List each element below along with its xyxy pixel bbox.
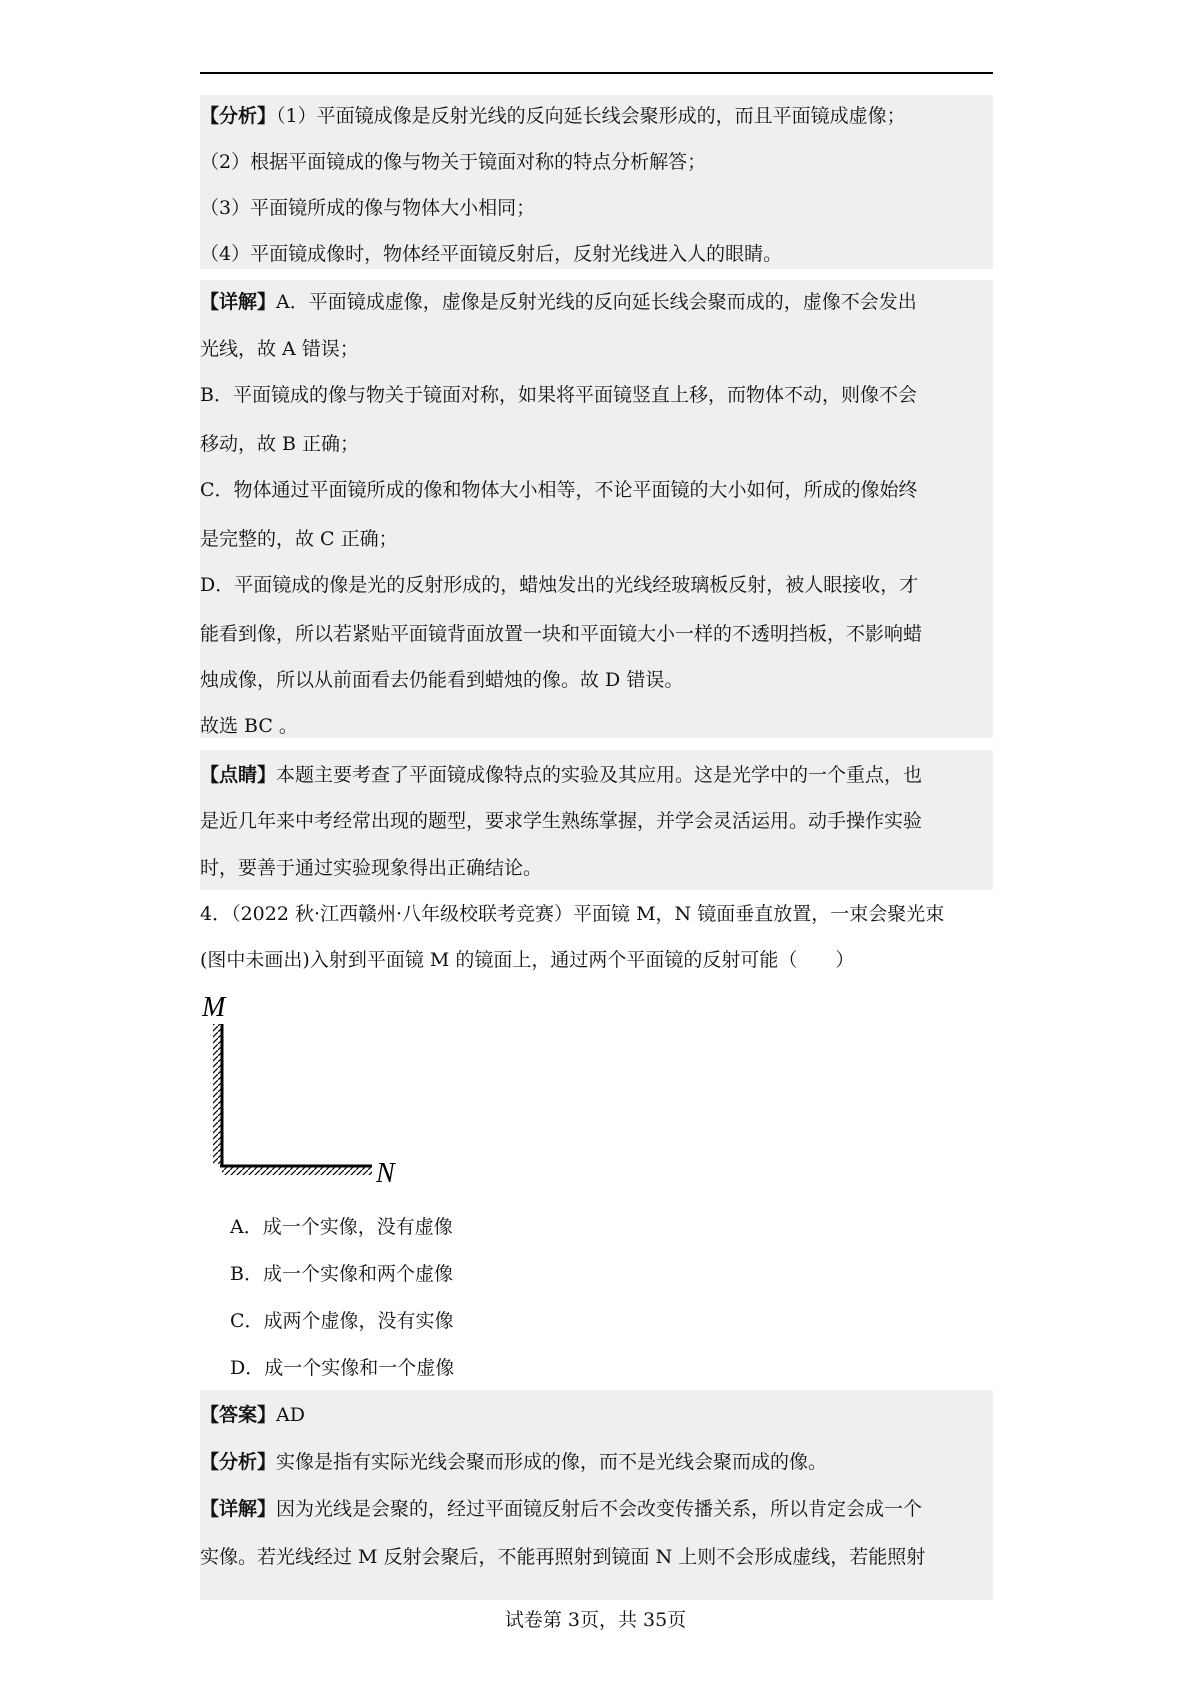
detail-line: 光线，故 A 错误； [200,338,359,360]
answer-line: 实像。若光线经过 M 反射会聚后，不能再照射到镜面 N 上则不会形成虚线，若能照射 [200,1546,926,1568]
detail-line: 故选 BC 。 [200,715,298,737]
analysis-line: （4）平面镜成像时，物体经平面镜反射后，反射光线进入人的眼睛。 [200,243,783,265]
page-footer: 试卷第 3页，共 35页 [504,1609,687,1631]
mirror-figure [200,990,410,1200]
detail-line: 移动，故 B 正确； [200,433,360,455]
comment-line: 时，要善于通过实验现象得出正确结论。 [200,857,543,879]
question-line: 4．（2022 秋·江西赣州·八年级校联考竞赛）平面镜 M，N 镜面垂直放置，一束会聚光束 [200,903,945,925]
comment-line: 【点睛】本题主要考查了平面镜成像特点的实验及其应用。这是光学中的一个重点，也 [200,764,923,786]
detail-line: 是完整的，故 C 正确； [200,528,398,550]
answer-line: 【详解】因为光线是会聚的，经过平面镜反射后不会改变传播关系，所以肯定会成一个 [200,1498,923,1520]
detail-line: D．平面镜成的像是光的反射形成的，蜡烛发出的光线经玻璃板反射，被人眼接收，才 [200,574,919,596]
detail-line: 【详解】A．平面镜成虚像，虚像是反射光线的反向延长线会聚而成的，虚像不会发出 [200,291,917,313]
mirror-m-hatch [213,1024,221,1164]
detail-line: C．物体通过平面镜所成的像和物体大小相等，不论平面镜的大小如何，所成的像始终 [200,479,918,501]
mirror-m-label: M [202,992,226,1023]
comment-line: 是近几年来中考经常出现的题型，要求学生熟练掌握，并学会灵活运用。动手操作实验 [200,810,923,832]
analysis-line: 【分析】（1）平面镜成像是反射光线的反向延长线会聚形成的，而且平面镜成虚像； [200,105,906,127]
answer-line: 【答案】AD [200,1404,305,1426]
detail-line: 烛成像，所以从前面看去仍能看到蜡烛的像。故 D 错误。 [200,669,684,691]
option-c: C．成两个虚像，没有实像 [230,1310,454,1332]
header-rule [200,72,993,74]
detail-line: B．平面镜成的像与物关于镜面对称，如果将平面镜竖直上移，而物体不动，则像不会 [200,384,917,406]
mirror-n-hatch [222,1167,372,1175]
analysis-line: （2）根据平面镜成的像与物关于镜面对称的特点分析解答； [200,151,707,173]
question-line: (图中未画出)入射到平面镜 M 的镜面上，通过两个平面镜的反射可能（ ） [200,949,855,971]
detail-line: 能看到像，所以若紧贴平面镜背面放置一块和平面镜大小一样的不透明挡板，不影响蜡 [200,623,923,645]
option-d: D．成一个实像和一个虚像 [230,1357,455,1379]
option-a: A．成一个实像，没有虚像 [230,1216,453,1238]
answer-line: 【分析】实像是指有实际光线会聚而形成的像，而不是光线会聚而成的像。 [200,1451,828,1473]
analysis-line: （3）平面镜所成的像与物体大小相同； [200,197,536,219]
option-b: B．成一个实像和两个虚像 [230,1263,453,1285]
mirror-n-label: N [376,1158,395,1189]
